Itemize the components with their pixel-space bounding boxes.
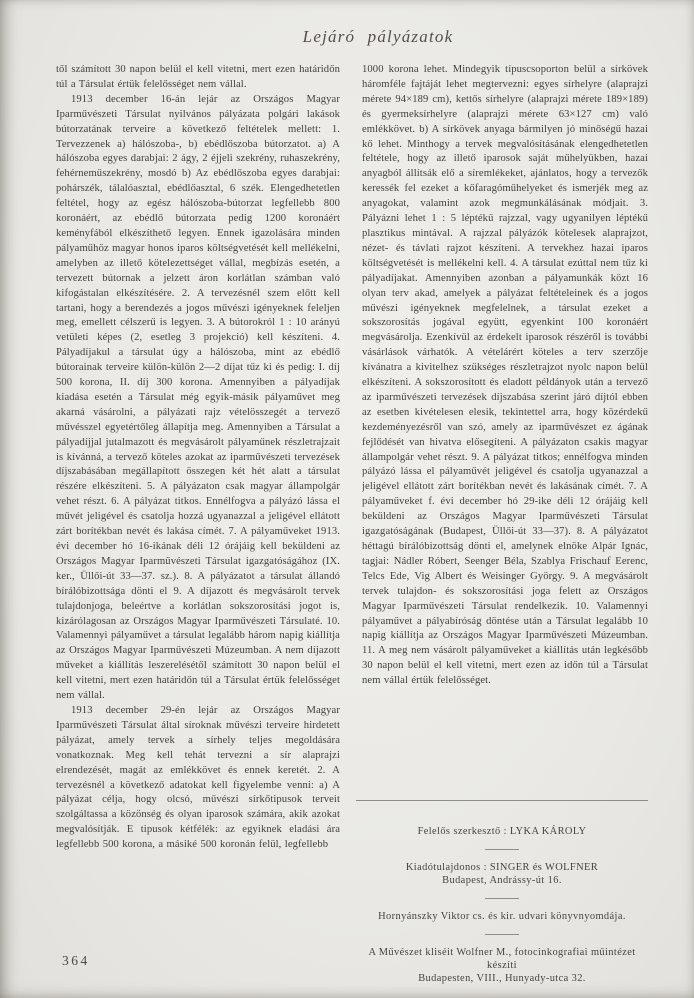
page-title: Lejáró pályázatok <box>302 27 454 46</box>
editor-line: Felelős szerkesztő : LYKA KÁROLY <box>417 826 587 837</box>
printer-line: Hornyánszky Viktor cs. és kir. udvari könyvnyomdája. <box>378 911 626 922</box>
cliche-line: A Művészet kliséit Wolfner M., fotocinkografiai műintézet készíti <box>368 947 636 971</box>
publisher-address: Budapest, Andrássy-út 16. <box>442 875 562 886</box>
colophon <box>356 800 648 985</box>
paragraph-competition-dec29: 1913 december 29-én lejár az Országos Magyar Iparművészeti Társulat által síroknak művészi terveire hirdetett pályázat, amely tervek a sírhely teljes megoldására vonatkoznak. Meg kell tehát tervezni a sír alaprajzi elrendezését, magát az emlékkövet és ennek keretét. 2. A tervezésnél a következő adatokat kell figyelembe venni: a) A pályázat célja, hogy olcsó, művészi sírkőtipusok terveit szolgáltassa a közönség és olyan iparosok számára, akik azokat megvalósítják. E tipusok kétfélék: az egyiknek eladási ára legfellebb 500 korona, a másiké 500 koronán felül, legfellebb <box>56 704 340 851</box>
paragraph-continuation-right: 1000 korona lehet. Mindegyik típuscsoporton belül a sírkövek háromféle fajtáját lehet megtervezni: egyes sírhelyre (alaprajzi mérete 94×189 cm), kettős sírhelyre (alaprajzi mérete 189×189) és gyermeksírhelyre (alaprajzi mérete 63×127 cm) való emlékkövet. b) A sírkövek anyaga bármilyen jó minőségű hazai kő lehet. Minthogy a tervek megvalósításának elengedhetetlen feltétele, hogy az illető iparosok saját műhelyükben, hazai anyagból állítsák elő a síremlékeket, ajánlatos, hogy a tervezők keressék fel ezeket a kőfaragóműhelyeket és ismerjék meg az anyagokat, valamint azok megmunkálásának módjait. 3. Pályázni lehet 1 : 5 léptékű rajzzal, vagy ugyanilyen léptékű plasztikus mintával. A rajzzal pályázók kötelesek alaprajzot, nézet- és távlati rajzot készíteni. A tervekhez hazai iparos költségvetését is mellékelni kell. 4. A társulat ezúttal nem tűz ki pályadíjakat. Amennyiben azonban a pályamunkák közt 16 olyan terv akad, amelyek a pályázat feltételeinek és a jogos művészi igényeknek megfelelnek, a társulat ezeket a sokszorosítás jogával együtt, egyenkint 100 koronáért megvásárolja. Ezenkívül az érdekelt iparosok részéről is további vásárlások várhatók. A vételárért köteles a terv szerzője kívánatra a kivitelhez szükséges részletrajzot nyolc napon belül elkészíteni. A sokszorosított és eladott példányok után a tervező az iparművészeti tervezések díjszabása szerint járó díjtól ebben az esetben kivételesen elesik, tekintettel arra, hogy közérdekű kezdeményezésről van szó, amely az iparművészet ez ágának fejlődését van hivatva elősegíteni. A pályázaton csakis magyar állampolgár vehet részt. 9. A pályázat titkos; ennélfogva minden pályázó lássa el pályaművét jeligével és csatolja ugyanazzal a jeligével ellátott zárt borítékban nevét és lakásának címét. 7. A pályaműveket f. évi december hó 29-ike déli 12 órájáig kell beküldeni az Országos Magyar Iparművészeti Társulat igazgatóságának (Budapest, Üllői-út 33—37). 8. A pályázatot héttagú bírálóbizottság dönti el, amelynek elnöke Alpár Ignác, tagjai: Nádler Róbert, Seenger Béla, Szablya Frischauf Eerenc, Telcs Ede, Vig Albert és Weisinger György. 9. A megvásárolt tervek tulajdon- és sokszorosítási joga felett az Országos Magyar Iparművészeti Társulat rendelkezik. 10. Valamennyi pályaművet a pályabíróság döntése után a Társulat legalább 10 napig kiállítja az Országos Magyar Iparművészeti Múzeumban. 11. A meg nem vásárolt pályaműveket a kiállítás után legkésőbb 30 napon belül el kell vitetni, mert ezen az időn túl a Társulat nem vállal értük felelősséget. <box>362 64 648 687</box>
divider-short <box>485 934 519 935</box>
page-number: 364 <box>62 953 90 968</box>
paragraph-continuation: től számított 30 napon belül el kell vitetni, mert ezen határidőn túl a Társulat értük felelősséget nem vállal. <box>56 64 340 90</box>
divider-short <box>485 898 519 899</box>
cliche-line: Budapesten, VIII., Hunyady-utca 32. <box>418 973 586 984</box>
right-column <box>362 63 648 803</box>
divider-long <box>356 800 648 801</box>
divider-short <box>485 849 519 850</box>
publisher-line: Kiadótulajdonos : SINGER és WOLFNER <box>405 862 599 873</box>
left-column <box>56 63 340 963</box>
paragraph-competition-dec16: 1913 december 16-án lejár az Országos Magyar Iparművészeti Társulat nyilvános pályázata polgári lakások bútorzatának terveire a következő feltételek mellett: 1. Tervezzenek a) hálószoba-, b) ebédlőszoba bútorzatot. a) A hálószoba egyes darabjai: 2 ágy, 2 éjjeli szekrény, ruhaszekrény, fehérneműszekrény, mosdó b) Az ebédlőszoba egyes darabjai: pohárszék, tálalóasztal, ebédlőasztal, 6 szék. Elengedhetetlen feltétel, hogy az egész hálószoba-bútorzat legfellebb 800 koronáért, az ebédlő bútorzata pedig 1200 koronáért keményfából elkészíthető legyen. Ennek igazolására minden pályaműhöz magyar honos iparos költségvetését kell mellékelni, amelyben az illető kötelezettséget vállal, megbízás esetén, a tervezett bútornak a jelzett áron korlátlan számban való kifogástalan elkészítésére. 2. A tervezésnél szem előtt kell tartani, hogy a berendezés a jogos művészi igényeknek feleljen meg, emellett célszerű is legyen. 3. A bútorokról 1 : 10 arányú vetületi képes (2, esetleg 3 projekció) kell készíteni. 4. Pályadíjakul a társulat úgy a hálószoba, mint az ebédlő bútorainak terveire külön-külön 2—2 díjat tűz ki és pedig: I. díj 500 korona, II. díj 300 korona. Amennyiben a pályadíjak kiadása esetén a Társulat még egyik-másik pályaművet meg akarná vásárolni, a pályázati rajz vételösszegét a tervező művésszel egyetértőleg állapítja meg. Amennyiben a Társulat a pályadíjjal jutalmazott és megvásárolt pályaműnek részletrajzait is kívánná, a tervező köteles azokat az iparművészeti tervezések díjszabásában megállapított összegen két hét alatt a társulat részére elkészíteni. 5. A pályázaton csak magyar állampolgár vehet részt. 6. A pályázat titkos. Ennélfogva a pályázó lássa el művét jeligével és csatolja hozzá ugyanazzal a jeligével ellátott zárt borítékban nevét és lakása címét. 7. A pályaműveket 1913. évi december hó 16-ikának déli 12 órájáig kell beküldeni az Országos Magyar Iparművészeti Társulat igazgatóságához (IX. ker., Üllői-út 33—37. sz.). 8. A pályázatot a társulat állandó bírálóbizottsága dönti el 9. A díjazott és megvásárolt tervek tulajdonjoga, beleértve a korlátlan sokszorosítási jogot is, kizárólagosan az Országos Magyar Iparművészeti Társulaté. 10. Valamennyi pályaművet a társulat legalább három napig kiállítja az Országos Magyar Iparművészeti Múzeumban. A nem díjazott műveket a kiállítás leszerelésétől számított 30 napon belül el kell vitetni, mert ezen határidőn túl a Társulat értük felelősséget nem vállal. <box>56 93 340 702</box>
